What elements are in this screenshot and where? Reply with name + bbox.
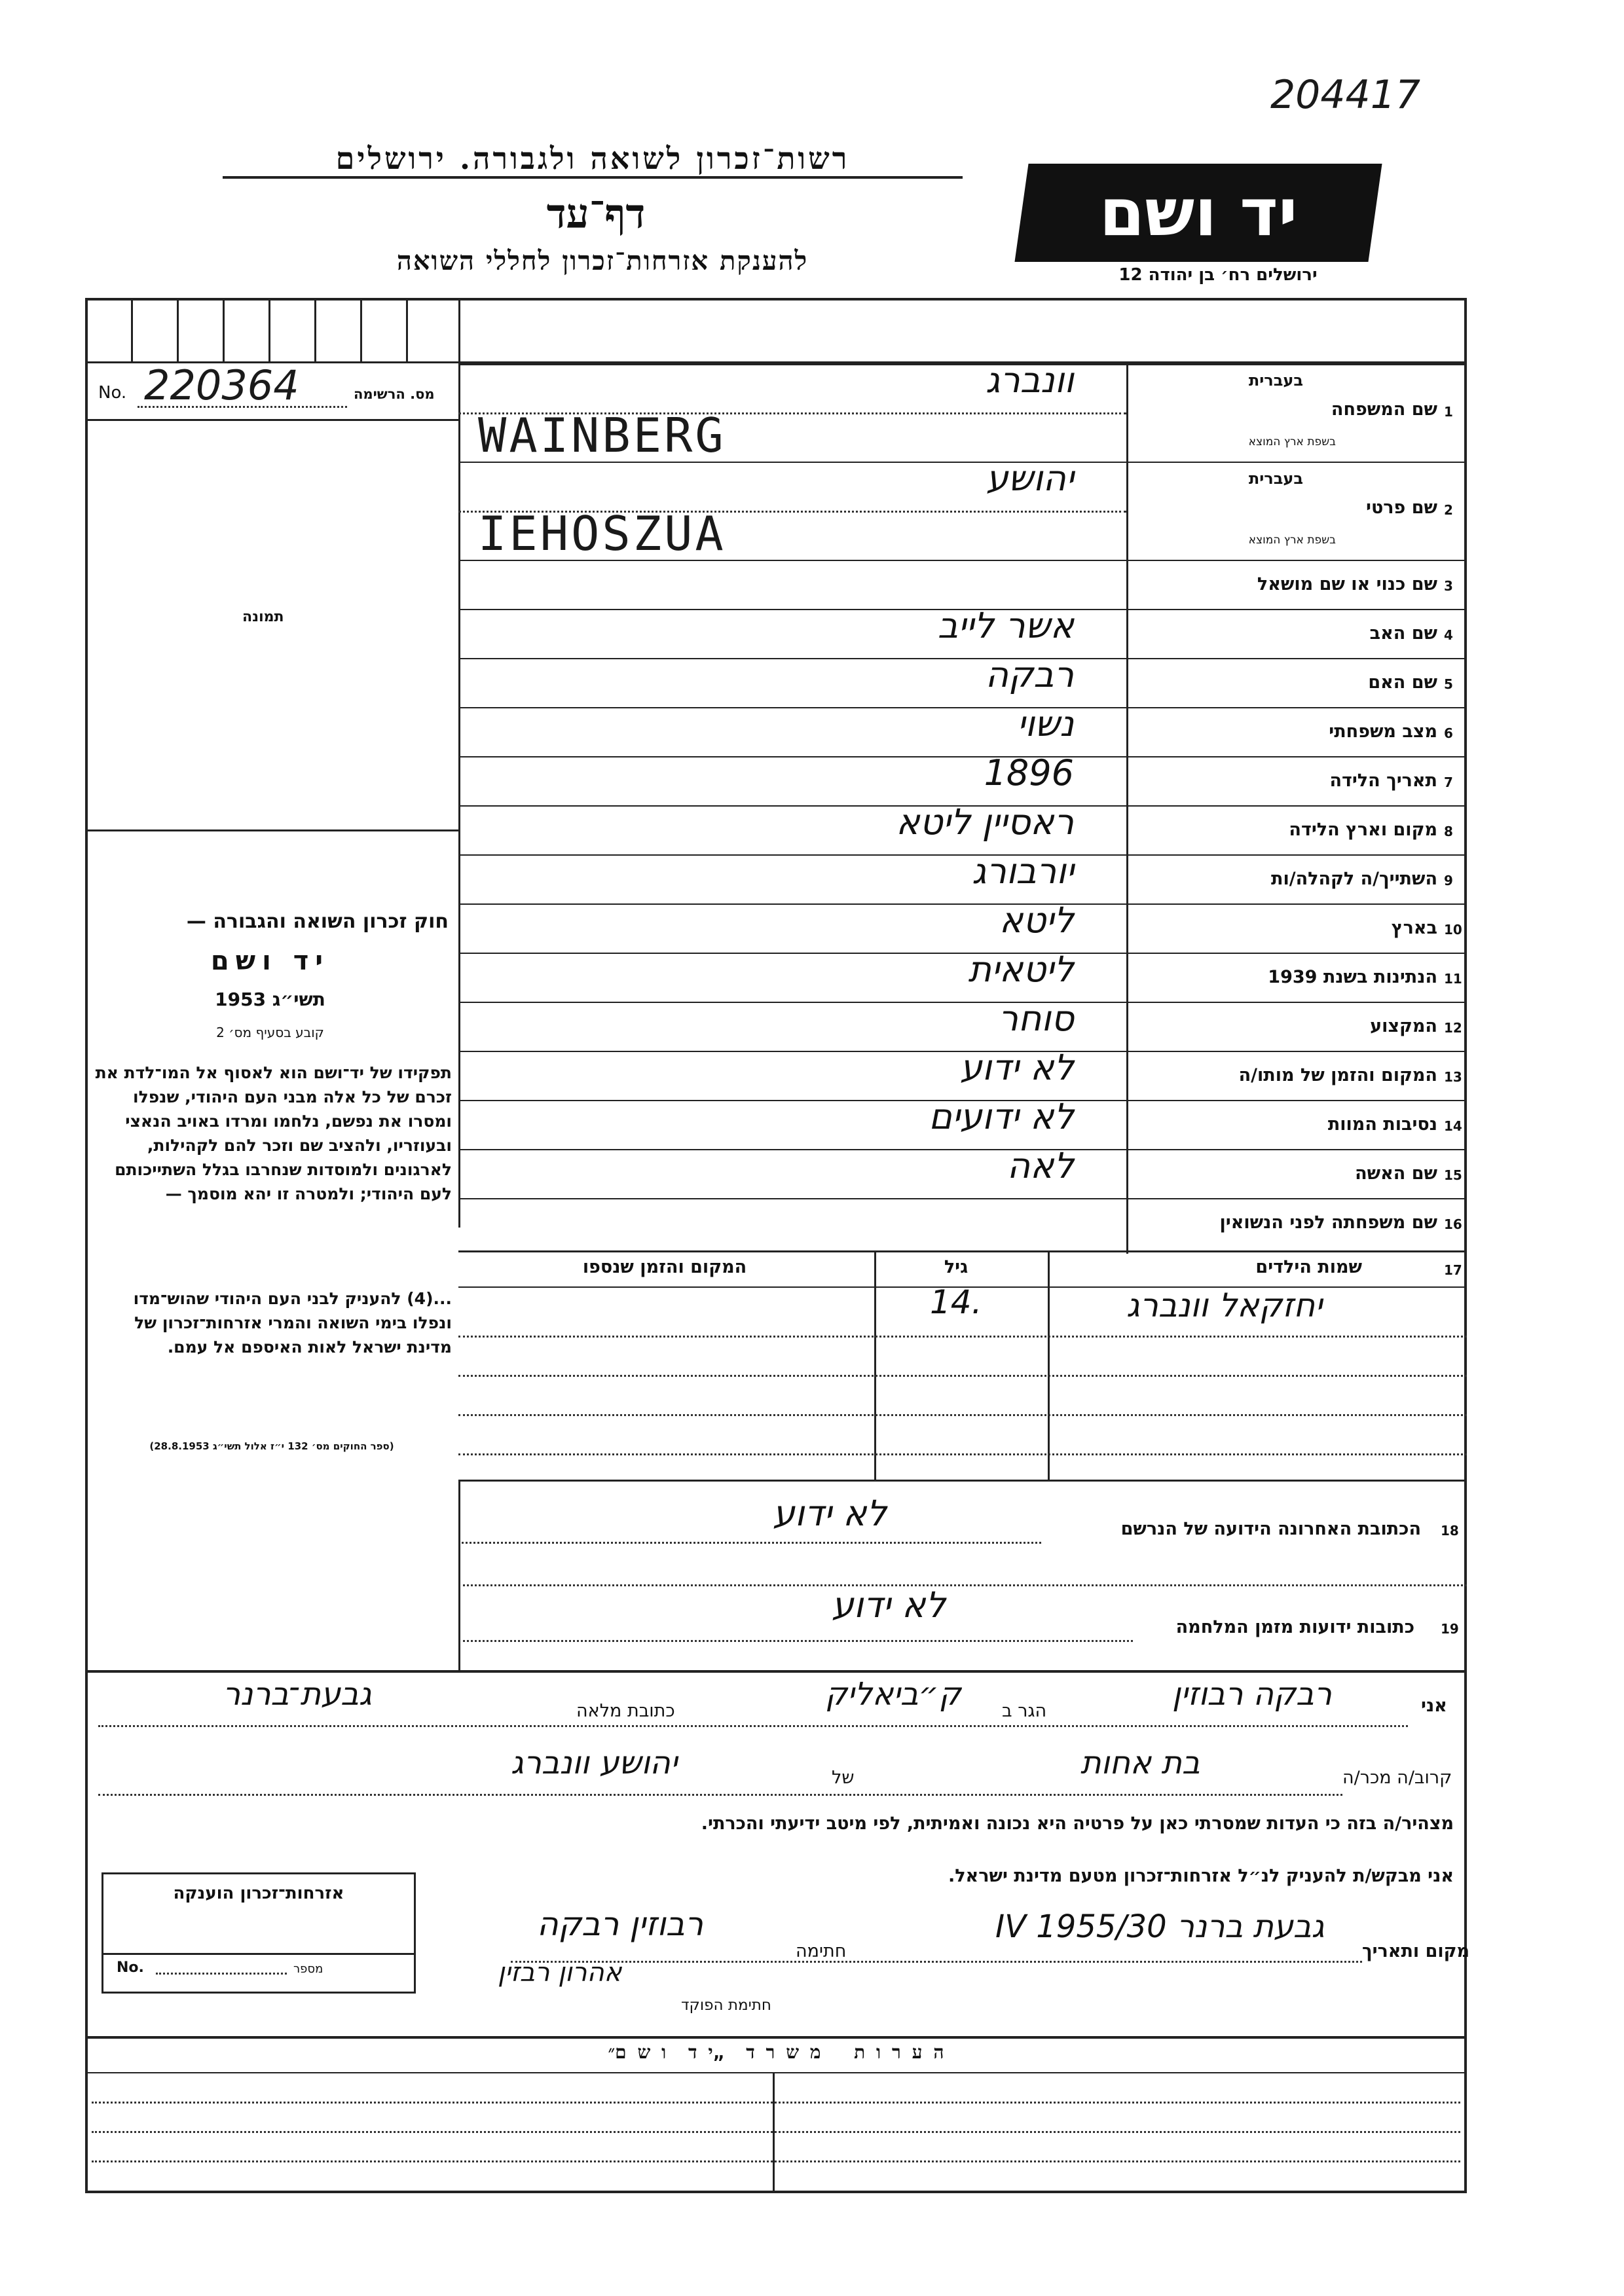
decl-full-address-label: כתובת מלאה [576,1701,675,1721]
field-number: 7 [1444,774,1453,790]
field-number: 5 [1444,676,1453,692]
archive-number: 204417 [1270,72,1421,118]
decl-address-value: גבעת־ברנר [223,1676,372,1713]
decl-resides-label: הגר ב [1002,1701,1047,1721]
law-name: יד ושם [210,946,330,976]
field-number: 12 [1444,1020,1462,1036]
child-age: 14. [930,1283,982,1321]
row-rule [458,854,1467,856]
law-clause: קובע בסעיף מס׳ 2 [216,1025,324,1040]
field-number: 13 [1444,1069,1462,1085]
children-col-age: גיל [944,1257,969,1277]
field-value: סוחר [998,998,1074,1039]
last-address-label: הכתובת האחרונה הידועה של הנרשם [1120,1519,1421,1539]
field-number: 4 [1444,627,1453,643]
registry-label: מס. הרשימה [354,386,435,402]
children-number: 17 [1444,1262,1462,1278]
field-value: נשוי [1017,703,1074,744]
field-value: יהושע [986,458,1074,499]
row-rule [458,560,1467,561]
field-value: 1896 [984,752,1074,793]
field-value: ליטא [999,900,1074,941]
field-label: נסיבות המוות [1327,1114,1437,1135]
war-address-label: כתובות ידועות מזמן המלחמה [1175,1617,1414,1637]
field-value: יורבורג [972,850,1074,892]
field-label: הנתינות בשנת 1939 [1268,967,1437,987]
field-number: 16 [1444,1216,1462,1232]
field-value: ליטאית [968,949,1074,990]
field-value: לא ידוע [959,1047,1074,1088]
decl-of-name: יהושע וונברג [511,1745,678,1781]
row-rule [458,658,1467,659]
field-label: השתייך/ה לקהלה/ות [1271,869,1437,889]
page-title: דף־עד [546,190,646,238]
law-title: חוק זכרון השואה והגבורה — [186,910,449,933]
war-address-value: לא ידוע [832,1584,946,1626]
photo-placeholder [85,419,458,831]
field-label: המקצוע [1370,1016,1437,1036]
row-rule [458,903,1467,905]
row-rule [458,1002,1467,1003]
field-number: 2 [1444,502,1453,518]
field-label: שם האם [1368,672,1437,693]
field-label: תאריך הלידה [1329,771,1437,791]
field-number: 8 [1444,824,1453,839]
field-number: 15 [1444,1167,1462,1183]
children-col-names: שמות הילדים [1255,1257,1362,1277]
field-label: שם פרטי [1366,498,1437,518]
field-number: 1 [1444,404,1453,420]
decl-relative-label: קרוב/ה מכר/ה [1342,1768,1452,1788]
field-label: מקום וארץ הלידה [1289,820,1437,840]
field-value: לאה [1006,1145,1074,1186]
field-value: אשר לייב [937,605,1074,646]
law-body: תפקידו של יד־ושם הוא לאסוף אל המו־לדת את זכרם של כל אלה מבני העם היהודי, שנפלו ומסרו את נפשם, נלחמו ומרדו באויב הנאצי ובעוזריו, ולהציב שם וזכר להם לקהילות, לארגונים ולמוסדות שנחרבו בגלל השתייכותם לעם היהודי; ולמטרה זו יהא מוסמך — [95,1063,452,1203]
law-year: תשי״ג 1953 [215,989,325,1010]
field-label: שם כנוי או שם מושאל [1257,574,1437,594]
field-label: שם האשה [1355,1163,1437,1184]
row-rule [458,1198,1467,1199]
yad-vashem-logo [1014,164,1382,262]
row-rule [458,756,1467,757]
decl-statement: מצהיר/ה בזה כי העדות שמסרתי כאן על פרטיה היא נכונה ואמיתית, לפי מיטב ידיעתי והכרתי. [701,1813,1454,1834]
field-label: בארץ [1391,918,1437,938]
field-number: 3 [1444,578,1453,594]
decl-city: ק״ביאליק [825,1676,961,1713]
field-sub-origin: בשפת ארץ המוצא [1248,534,1336,547]
decl-signature-label: חתימה [796,1941,847,1961]
field-number: 9 [1444,873,1453,888]
decl-of-label: של [832,1768,855,1788]
field-value: וונברג [986,359,1074,401]
field-number: 14 [1444,1118,1462,1134]
field-value: רבקה [985,654,1074,695]
field-label: שם משפחתה לפני הנשואין [1219,1212,1437,1233]
registry-number: 220364 [144,361,299,409]
decl-signature: רבוזין רבקה [537,1905,704,1943]
row-rule [458,707,1467,708]
award-box [101,1872,416,1994]
field-sub-origin: בשפת ארץ המוצא [1248,435,1336,448]
children-col-place: המקום והזמן שנספו [582,1257,747,1277]
award-number-label: מספר [293,1962,323,1976]
column-divider [458,363,460,1228]
decl-relation: בת אחות [1080,1745,1200,1781]
law-clause-4: ...(4) להעניק לבני העם היהודי שהוש־מדו ונפלו בימי השואה והמרי אזרחות־זכרון של מדינת ישראל לאות האיספם אל עמם. [133,1289,452,1357]
field-label: המקום והזמן של מותו/ה [1238,1065,1437,1085]
label-divider [1126,363,1128,1254]
field-sub-hebrew: בעברית [1248,469,1303,488]
header-strip [85,298,1467,363]
decl-place-date-label: מקום ותאריך [1362,1941,1470,1961]
logo-text: יד ושם [1099,174,1298,251]
field-label: שם האב [1369,623,1437,644]
header-subtitle: להענקת אזרחות־זכרון לחללי השואה [396,246,809,276]
field-value-latin: IEHOSZUA [478,506,726,561]
registry-no-label: No. [98,383,127,403]
field-value: לא ידועים [929,1096,1074,1137]
decl-place-date: גבעת ברנר 30/IV 1955 [995,1908,1325,1945]
decl-ani: אני [1421,1696,1447,1716]
row-rule [458,953,1467,954]
award-no: No. [117,1959,144,1976]
law-source: (ספר החוקים מס׳ 132 י״ז אלול תשי״ג 28.8.1953) [149,1440,394,1452]
field-number: 10 [1444,922,1462,938]
field-number: 11 [1444,971,1462,987]
row-rule [458,363,1467,365]
field-value-latin: WAINBERG [478,408,726,463]
remarks-title: ה ע ר ו ת מ ש ר ד „י ד ו ש ם״ [608,2041,944,2063]
header-authority: רשות־זכרון לשואה ולגבורה. ירושלים [223,141,963,179]
field-number: 6 [1444,725,1453,741]
last-address-number: 18 [1441,1523,1459,1539]
row-rule [458,1149,1467,1150]
field-label: מצב משפחתי [1329,721,1437,742]
child-name: יחזקאל וונברג [1126,1286,1323,1324]
logo-address: ירושלים רח׳ בן יהודה 12 [1118,265,1318,285]
decl-officer: אהרון רבזין [498,1958,622,1988]
photo-label: תמונה [242,609,284,625]
decl-request: אני מבקש/ת להעניק לנ״ל אזרחות־זכרון מטעם מדינת ישראל. [948,1866,1454,1886]
award-title: אזרחות־זכרון הוענקה [173,1884,344,1903]
decl-name: רבקה רבוזין [1172,1676,1332,1713]
war-address-number: 19 [1441,1621,1459,1637]
row-rule [458,462,1467,463]
decl-officer-label: חתימת הפוקד [681,1997,771,2014]
field-value: ראסיין ליטא [896,801,1074,843]
field-label: שם המשפחה [1331,399,1437,420]
field-sub-hebrew: בעברית [1248,371,1303,390]
last-address-value: לא ידוע [773,1493,887,1534]
